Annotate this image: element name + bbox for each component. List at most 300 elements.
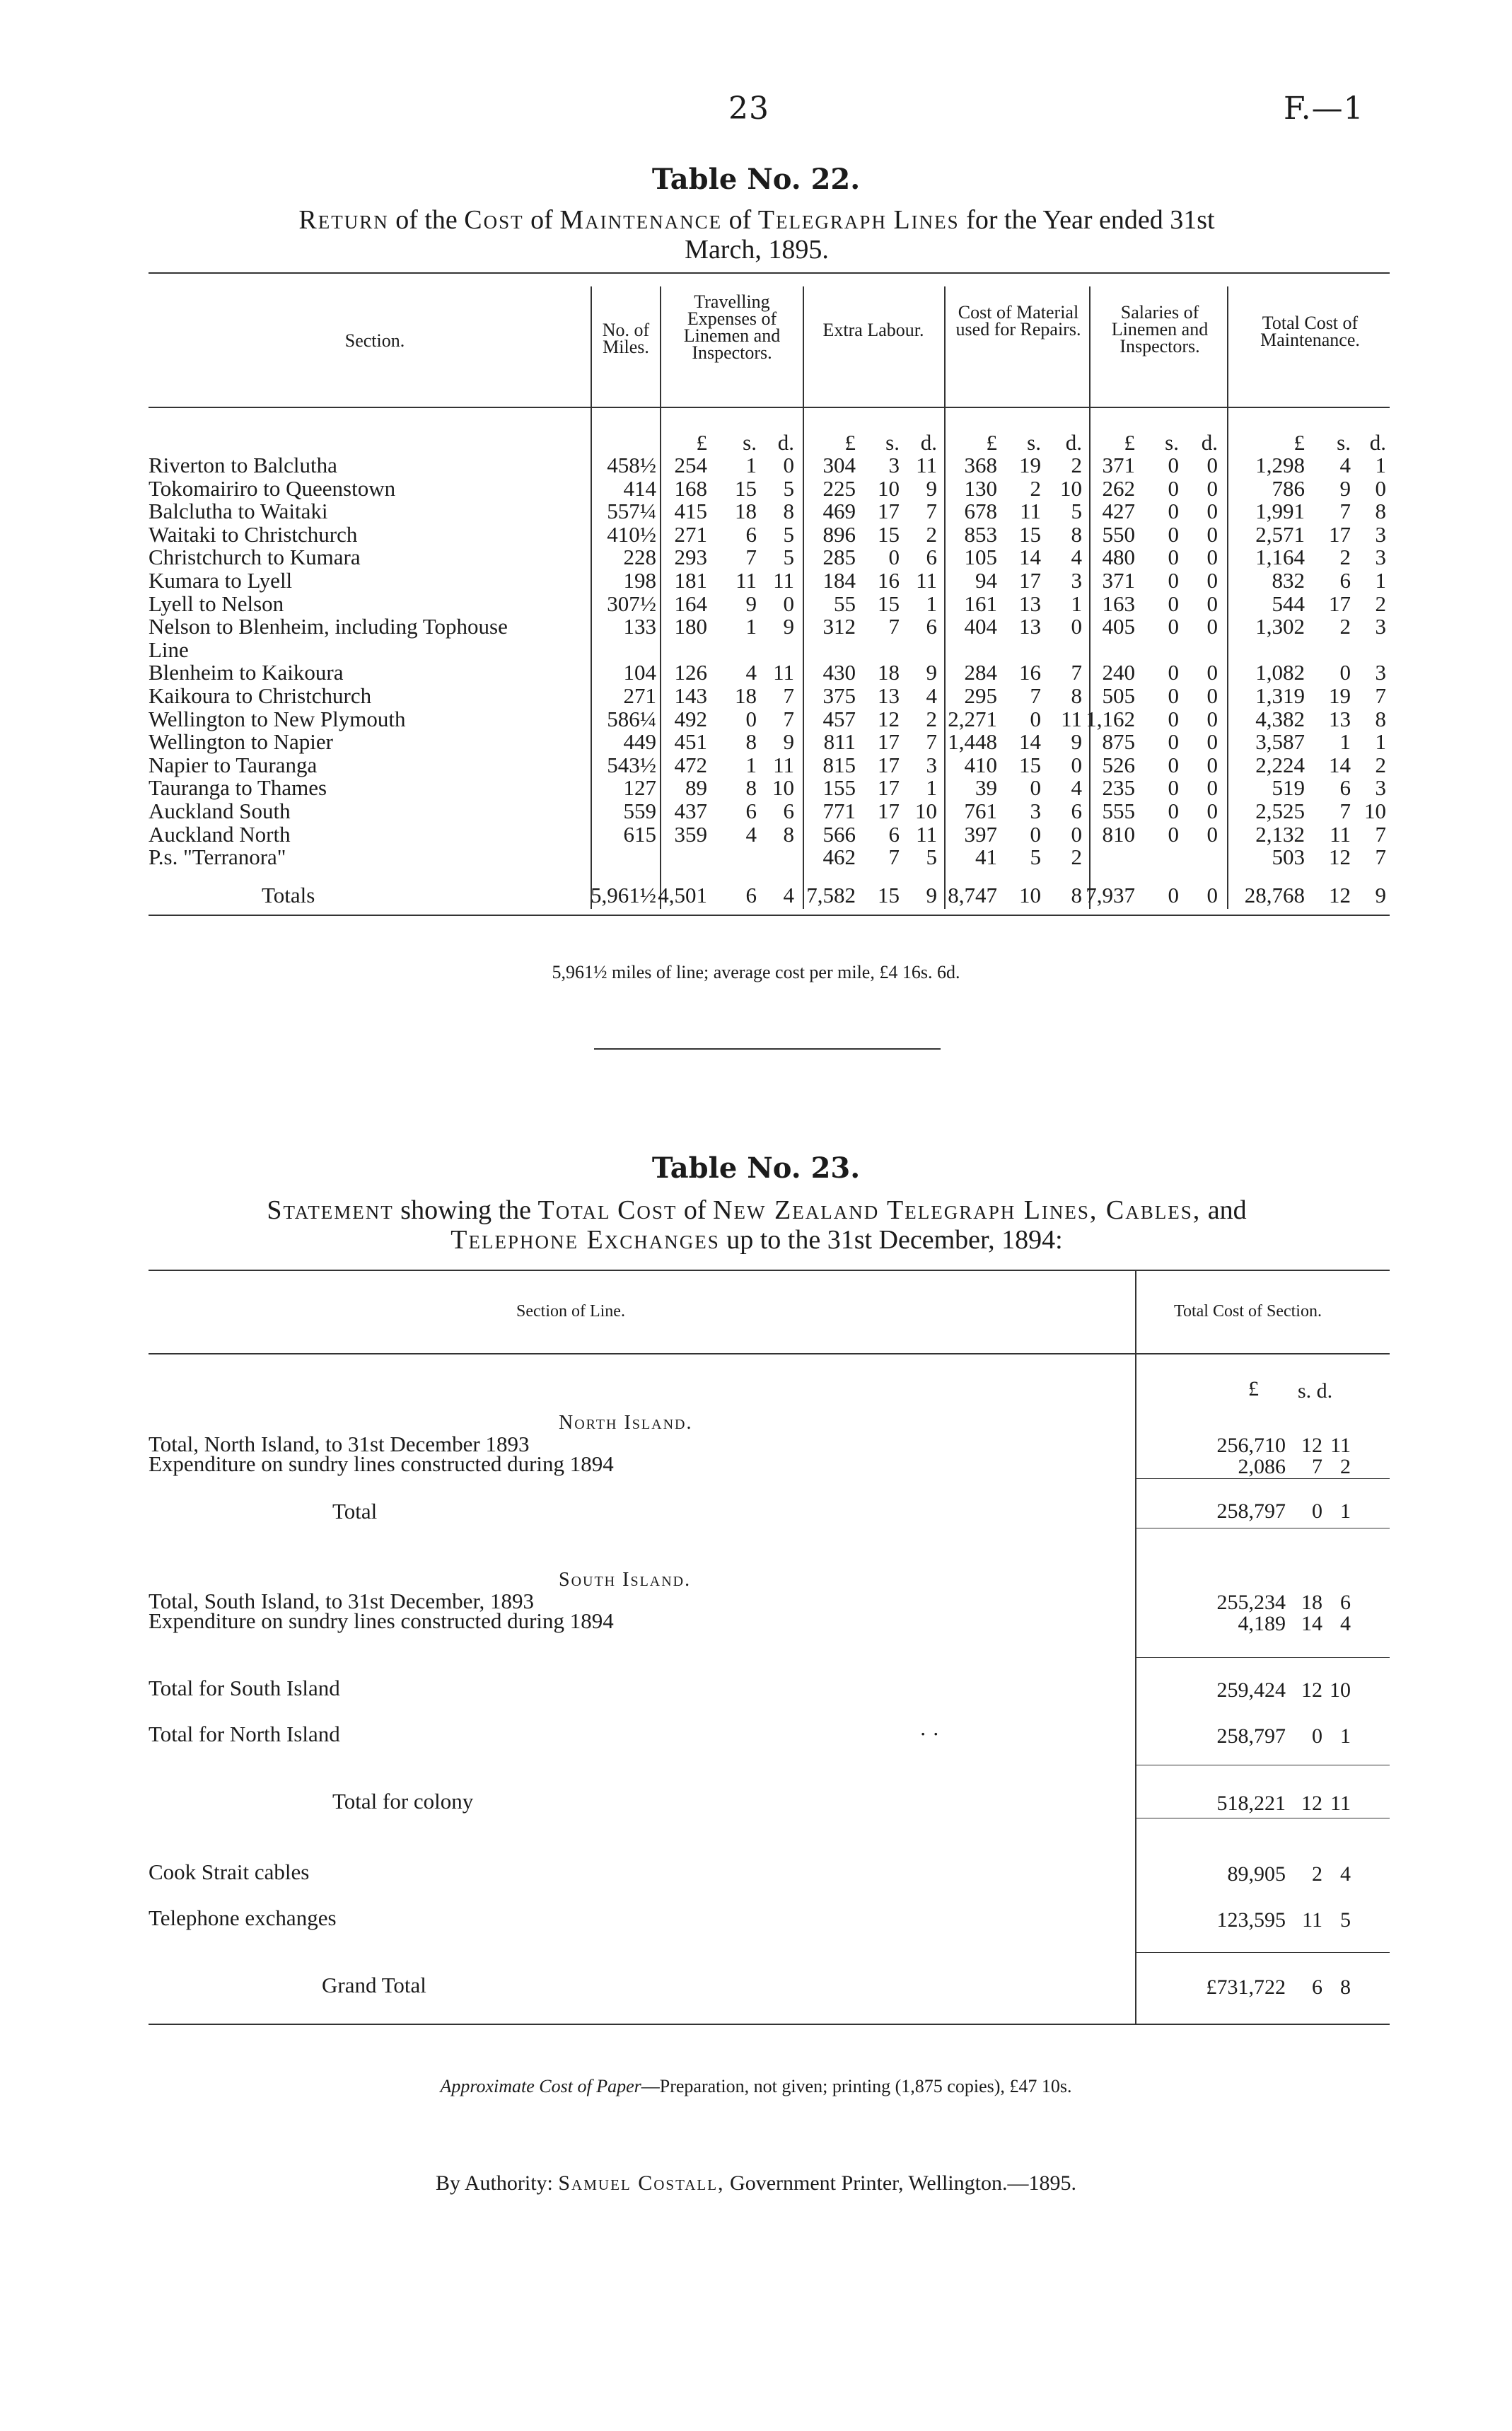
material-shillings: 7	[1030, 683, 1041, 708]
material-pounds: 404	[964, 614, 997, 639]
document-code: F.—1	[1284, 91, 1364, 127]
total-pence: 3	[1375, 660, 1386, 685]
material-pence: 3	[1071, 568, 1082, 593]
travelling-pounds: 472	[674, 752, 707, 777]
stmt-statement: Statement	[267, 1195, 394, 1225]
cook-strait-label: Cook Strait cables	[149, 1859, 310, 1884]
travelling-pounds: 4,501	[658, 883, 707, 907]
extra-labour-pounds: 896	[822, 521, 856, 547]
material-shillings: 16	[1019, 660, 1041, 685]
north-total-val-pounds: 256,710	[1216, 1434, 1286, 1457]
authority-line	[0, 2171, 1512, 2195]
travelling-pence: 8	[783, 499, 794, 524]
stmt-total: Total	[537, 1195, 611, 1225]
extra-labour-pounds: 811	[823, 729, 856, 755]
table22-heading	[92, 205, 1421, 265]
total-shillings: 0	[1339, 660, 1351, 685]
heading-of1: of the	[395, 205, 458, 235]
south-expenditure-line: Expenditure on sundry lines constructed during 1894	[149, 1608, 614, 1633]
salaries-pence: 0	[1206, 591, 1218, 616]
travelling-pounds: 437	[674, 799, 707, 823]
extra-labour-pounds: 225	[822, 475, 856, 501]
north-expenditure-line: Expenditure on sundry lines constructed during 1894	[149, 1451, 614, 1476]
total-pence: 0	[1375, 475, 1386, 501]
table-row	[149, 593, 1390, 615]
salaries-pounds: 555	[1102, 799, 1135, 823]
travelling-pounds: 168	[674, 475, 707, 501]
section-name: Lyell to Nelson	[149, 591, 284, 616]
south-total-line: Total, South Island, to 31st December, 1893	[149, 1589, 535, 1613]
section-separator	[594, 1048, 941, 1050]
material-pounds: 2,271	[948, 706, 997, 731]
grand-val-pence: 8	[1340, 1975, 1351, 1999]
unit-pound: £	[986, 430, 997, 455]
heading-lines: Lines	[893, 205, 960, 235]
telephone-label: Telephone exchanges	[149, 1905, 337, 1930]
total-pence: 3	[1375, 545, 1386, 570]
total-pence: 9	[1375, 883, 1386, 907]
north-total-label: Total	[332, 1499, 378, 1524]
section-name: Kumara to Lyell	[149, 568, 293, 593]
unit-shilling: s.	[743, 430, 757, 455]
total-south-val-pence: 10	[1330, 1678, 1351, 1702]
col-miles-header: No. of Miles.	[602, 320, 650, 357]
heading-telegraph: Telegraph	[757, 205, 887, 235]
travelling-pounds: 180	[674, 614, 707, 639]
section-name: Blenheim to Kaikoura	[149, 660, 344, 685]
extra-labour-shillings: 16	[878, 568, 900, 593]
salaries-shillings: 0	[1168, 752, 1179, 777]
extra-labour-pounds: 375	[822, 683, 856, 708]
section-name: Line	[149, 637, 189, 662]
col-salaries-header: Salaries of Linemen and Inspectors.	[1111, 302, 1209, 356]
table-row	[149, 823, 1390, 846]
salaries-shillings: 0	[1168, 453, 1179, 477]
travelling-pounds: 143	[674, 683, 707, 708]
unit-pound: £	[1124, 430, 1135, 455]
material-pounds: 761	[964, 799, 997, 823]
section-name: Wellington to New Plymouth	[149, 706, 406, 731]
unit-pence: d.	[1065, 430, 1082, 455]
north-exp-val-pounds: 2,086	[1238, 1455, 1286, 1478]
subtotal-rule	[1135, 1952, 1390, 1953]
material-shillings: 13	[1019, 614, 1041, 639]
total-pence: 10	[1364, 799, 1386, 823]
stmt-and: and	[1207, 1195, 1247, 1225]
grand-val-pounds: £731,722	[1206, 1975, 1286, 1999]
salaries-shillings: 0	[1168, 499, 1179, 524]
totals-row	[149, 884, 1390, 907]
travelling-shillings: 0	[745, 706, 757, 731]
subtotal-rule	[1135, 1657, 1390, 1658]
salaries-pence: 0	[1206, 521, 1218, 547]
paper-cost-note	[0, 2076, 1512, 2097]
travelling-pounds: 126	[674, 660, 707, 685]
total-shillings: 17	[1329, 521, 1351, 547]
table-bottom-rule	[149, 915, 1390, 916]
colony-label: Total for colony	[332, 1789, 474, 1814]
material-shillings: 13	[1019, 591, 1041, 616]
south-exp-val-pounds: 4,189	[1238, 1612, 1286, 1635]
material-pence: 9	[1071, 729, 1082, 755]
total-pence: 3	[1375, 521, 1386, 547]
north-exp-val-pence: 2	[1340, 1455, 1351, 1478]
header-rule	[149, 1353, 1390, 1354]
extra-labour-pence: 6	[926, 545, 937, 570]
total-shillings: 14	[1329, 752, 1351, 777]
salaries-pounds: 810	[1102, 821, 1135, 847]
salaries-pounds: 875	[1102, 729, 1135, 755]
phone-val-pence: 5	[1340, 1908, 1351, 1932]
total-pounds: 4,382	[1255, 706, 1305, 731]
total-pence: 7	[1375, 683, 1386, 708]
total-pounds: 2,132	[1255, 821, 1305, 847]
extra-labour-pounds: 462	[822, 845, 856, 870]
salaries-pounds: 240	[1102, 660, 1135, 685]
material-pence: 7	[1071, 660, 1082, 685]
material-pence: 11	[1061, 706, 1082, 731]
colony-val-pence: 11	[1330, 1792, 1351, 1815]
total-pence: 2	[1375, 752, 1386, 777]
material-pence: 2	[1071, 453, 1082, 477]
material-shillings: 14	[1019, 545, 1041, 570]
salaries-pence: 0	[1206, 775, 1218, 801]
travelling-shillings: 4	[745, 821, 757, 847]
salaries-shillings: 0	[1168, 683, 1179, 708]
miles: 410½	[607, 521, 656, 547]
table-top-rule	[149, 1270, 1390, 1271]
extra-labour-pounds: 457	[822, 706, 856, 731]
col-travelling-header: Travelling Expenses of Linemen and Inspectors.	[683, 291, 781, 363]
extra-labour-shillings: 17	[878, 729, 900, 755]
total-pounds: 1,302	[1255, 614, 1305, 639]
extra-labour-pence: 1	[926, 775, 937, 801]
total-pounds: 1,082	[1255, 660, 1305, 685]
material-pence: 4	[1071, 545, 1082, 570]
travelling-pence: 6	[783, 799, 794, 823]
total-north-val-pounds: 258,797	[1216, 1724, 1286, 1748]
col-section-of-line: Section of Line.	[516, 1302, 625, 1321]
total-pence: 7	[1375, 845, 1386, 870]
travelling-pence: 7	[783, 706, 794, 731]
miles: 449	[623, 729, 656, 755]
salaries-pounds: 427	[1102, 499, 1135, 524]
salaries-pence: 0	[1206, 614, 1218, 639]
total-shillings: 17	[1329, 591, 1351, 616]
material-pence: 5	[1071, 499, 1082, 524]
extra-labour-pence: 3	[926, 752, 937, 777]
extra-labour-pence: 5	[926, 845, 937, 870]
extra-labour-shillings: 10	[878, 475, 900, 501]
extra-labour-pence: 7	[926, 499, 937, 524]
total-pence: 1	[1375, 453, 1386, 477]
material-shillings: 11	[1020, 499, 1041, 524]
travelling-pence: 11	[773, 660, 794, 685]
material-pounds: 39	[975, 775, 997, 801]
miles: 307½	[607, 591, 656, 616]
table-row	[149, 500, 1390, 523]
salaries-pounds: 371	[1102, 568, 1135, 593]
extra-labour-pounds: 55	[834, 591, 856, 616]
paper-cost-rest: —Preparation, not given; printing (1,875 copies), £47 10s.	[641, 2076, 1072, 2096]
travelling-pence: 7	[783, 683, 794, 708]
unit-pound: £	[844, 430, 856, 455]
material-shillings: 0	[1030, 775, 1041, 801]
cost-statement-table	[149, 1270, 1390, 2033]
travelling-pence: 5	[783, 521, 794, 547]
extra-labour-pence: 10	[915, 799, 937, 823]
header-rule	[149, 407, 1390, 408]
section-name: Auckland North	[149, 821, 291, 847]
extra-labour-pounds: 469	[822, 499, 856, 524]
extra-labour-pence: 11	[916, 453, 937, 477]
total-south-val-shillings: 12	[1301, 1678, 1322, 1702]
material-pence: 1	[1071, 591, 1082, 616]
unit-pence: d.	[920, 430, 937, 455]
total-shillings: 2	[1339, 614, 1351, 639]
travelling-shillings: 18	[735, 683, 757, 708]
col-total-header: Total Cost of Maintenance.	[1260, 313, 1360, 350]
travelling-shillings: 1	[745, 453, 757, 477]
travelling-shillings: 8	[745, 775, 757, 801]
material-pounds: 130	[964, 475, 997, 501]
salaries-pounds: 262	[1102, 475, 1135, 501]
salaries-pence: 0	[1206, 752, 1218, 777]
table-row	[149, 800, 1390, 823]
total-shillings: 12	[1329, 845, 1351, 870]
col-section-header: Section.	[344, 330, 405, 351]
total-pounds: 28,768	[1244, 883, 1305, 907]
material-shillings: 19	[1019, 453, 1041, 477]
unit-shilling: s.	[1165, 430, 1179, 455]
north-sum-val-pounds: 258,797	[1216, 1499, 1286, 1523]
table-top-rule	[149, 272, 1390, 274]
miles: 557¼	[607, 499, 656, 524]
south-exp-val-shillings: 14	[1301, 1612, 1322, 1635]
extra-labour-pence: 4	[926, 683, 937, 708]
material-pounds: 94	[975, 568, 997, 593]
phone-val-pounds: 123,595	[1216, 1908, 1286, 1932]
salaries-pence: 0	[1206, 706, 1218, 731]
salaries-shillings: 0	[1168, 706, 1179, 731]
salaries-pounds: 505	[1102, 683, 1135, 708]
unit-pence: d.	[1201, 430, 1218, 455]
material-pence: 6	[1071, 799, 1082, 823]
material-shillings: 10	[1019, 883, 1041, 907]
total-north-label: Total for North Island	[149, 1722, 340, 1746]
extra-labour-pounds: 566	[822, 821, 856, 847]
authority-name: Samuel Costall,	[558, 2171, 725, 2195]
extra-labour-pence: 2	[926, 521, 937, 547]
material-pounds: 397	[964, 821, 997, 847]
material-shillings: 3	[1030, 799, 1041, 823]
total-south-label: Total for South Island	[149, 1676, 340, 1700]
section-name: Waitaki to Christchurch	[149, 521, 358, 547]
miles: 127	[623, 775, 656, 801]
salaries-shillings: 0	[1168, 475, 1179, 501]
total-pounds: 503	[1272, 845, 1305, 870]
extra-labour-shillings: 6	[888, 821, 900, 847]
miles: 543½	[607, 752, 656, 777]
travelling-pence: 11	[773, 568, 794, 593]
salaries-shillings: 0	[1168, 591, 1179, 616]
material-pounds: 1,448	[948, 729, 997, 755]
table-row	[149, 454, 1390, 477]
extra-labour-shillings: 7	[888, 614, 900, 639]
salaries-pence: 0	[1206, 568, 1218, 593]
leader-dots: · ·	[919, 1722, 940, 1746]
section-name: Napier to Tauranga	[149, 752, 318, 777]
extra-labour-pounds: 285	[822, 545, 856, 570]
travelling-pounds: 181	[674, 568, 707, 593]
total-pounds: 544	[1272, 591, 1305, 616]
total-pence: 3	[1375, 614, 1386, 639]
material-pounds: 41	[975, 845, 997, 870]
total-pence: 1	[1375, 568, 1386, 593]
material-shillings: 2	[1030, 475, 1041, 501]
material-pence: 8	[1071, 521, 1082, 547]
salaries-pence: 0	[1206, 883, 1218, 907]
travelling-pence: 9	[783, 614, 794, 639]
salaries-pence: 0	[1206, 821, 1218, 847]
total-pounds: 1,164	[1255, 545, 1305, 570]
salaries-shillings: 0	[1168, 545, 1179, 570]
heading-maintenance: Maintenance	[559, 205, 723, 235]
extra-labour-pence: 1	[926, 591, 937, 616]
travelling-pence: 9	[783, 729, 794, 755]
extra-labour-pounds: 7,582	[806, 883, 856, 907]
cook-val-pence: 4	[1340, 1862, 1351, 1886]
material-pounds: 8,747	[948, 883, 997, 907]
unit-pence: d.	[777, 430, 794, 455]
travelling-pence: 11	[773, 752, 794, 777]
south-total-val-pence: 6	[1340, 1591, 1351, 1614]
north-island-heading: North Island.	[559, 1412, 693, 1434]
table-row	[149, 708, 1390, 731]
stmt-rest: up to the 31st December, 1894:	[726, 1225, 1063, 1255]
section-name: Christchurch to Kumara	[149, 545, 361, 570]
extra-labour-shillings: 0	[888, 545, 900, 570]
table-row	[149, 569, 1390, 592]
totals-label: Totals	[262, 883, 315, 907]
south-total-val-shillings: 18	[1301, 1591, 1322, 1614]
material-shillings: 5	[1030, 845, 1041, 870]
heading-of2: of	[530, 205, 553, 235]
cook-val-shillings: 2	[1312, 1862, 1322, 1886]
extra-labour-pence: 11	[916, 821, 937, 847]
travelling-pounds: 415	[674, 499, 707, 524]
total-shillings: 11	[1330, 821, 1351, 847]
travelling-pounds: 451	[674, 729, 707, 755]
phone-val-shillings: 11	[1302, 1908, 1322, 1932]
col-total-cost-section: Total Cost of Section.	[1174, 1302, 1322, 1321]
col-extra-header: Extra Labour.	[822, 320, 924, 340]
salaries-pounds: 526	[1102, 752, 1135, 777]
salaries-shillings: 0	[1168, 883, 1179, 907]
extra-labour-shillings: 15	[878, 521, 900, 547]
salaries-pence: 0	[1206, 660, 1218, 685]
total-pounds: 2,224	[1255, 752, 1305, 777]
extra-labour-shillings: 15	[878, 883, 900, 907]
travelling-pence: 4	[783, 883, 794, 907]
total-shillings: 6	[1339, 775, 1351, 801]
north-total-line: Total, North Island, to 31st December 1893	[149, 1432, 530, 1456]
heading-of3: of	[728, 205, 752, 235]
table23-heading	[92, 1195, 1421, 1255]
extra-labour-pence: 11	[916, 568, 937, 593]
extra-labour-shillings: 15	[878, 591, 900, 616]
total-pounds: 1,319	[1255, 683, 1305, 708]
total-north-val-pence: 1	[1340, 1724, 1351, 1748]
material-pounds: 284	[964, 660, 997, 685]
travelling-pence: 8	[783, 821, 794, 847]
unit-pence: d.	[1369, 430, 1386, 455]
miles: 271	[623, 683, 656, 708]
extra-labour-shillings: 3	[888, 453, 900, 477]
table-row	[149, 846, 1390, 869]
material-pounds: 161	[964, 591, 997, 616]
heading-line2: March, 1895.	[685, 235, 829, 265]
total-pounds: 3,587	[1255, 729, 1305, 755]
table-row	[149, 639, 1390, 661]
extra-labour-pounds: 815	[822, 752, 856, 777]
miles: 104	[623, 660, 656, 685]
table23-title: Table No. 23.	[651, 1151, 861, 1185]
colony-val-shillings: 12	[1301, 1792, 1322, 1815]
material-pence: 8	[1071, 683, 1082, 708]
table-row	[149, 523, 1390, 546]
section-name: Auckland South	[149, 799, 291, 823]
salaries-shillings: 0	[1168, 614, 1179, 639]
section-name: P.s. "Terranora"	[149, 845, 286, 870]
section-name: Tauranga to Thames	[149, 775, 327, 801]
extra-labour-shillings: 17	[878, 799, 900, 823]
travelling-shillings: 9	[745, 591, 757, 616]
total-pounds: 786	[1272, 475, 1305, 501]
salaries-pounds: 7,937	[1086, 883, 1135, 907]
north-total-val-shillings: 12	[1301, 1434, 1322, 1457]
extra-labour-shillings: 17	[878, 775, 900, 801]
travelling-shillings: 8	[745, 729, 757, 755]
travelling-pounds: 492	[674, 706, 707, 731]
total-pounds: 2,571	[1255, 521, 1305, 547]
extra-labour-shillings: 17	[878, 499, 900, 524]
material-shillings: 0	[1030, 821, 1041, 847]
extra-labour-pounds: 312	[822, 614, 856, 639]
salaries-shillings: 0	[1168, 729, 1179, 755]
section-name: Balclutha to Waitaki	[149, 499, 328, 524]
grand-total-label: Grand Total	[322, 1973, 426, 1997]
material-pence: 2	[1071, 845, 1082, 870]
material-shillings: 14	[1019, 729, 1041, 755]
material-pence: 10	[1060, 475, 1082, 501]
total-south-val-pounds: 259,424	[1216, 1678, 1286, 1702]
travelling-shillings: 6	[745, 799, 757, 823]
travelling-pence: 5	[783, 475, 794, 501]
material-pence: 0	[1071, 821, 1082, 847]
heading-return: Return	[298, 205, 389, 235]
extra-labour-pence: 9	[926, 660, 937, 685]
page-number: 23	[728, 91, 769, 127]
total-shillings: 1	[1339, 729, 1351, 755]
total-pounds: 1,991	[1255, 499, 1305, 524]
stmt-nz: New Zealand Telegraph Lines, Cables,	[713, 1195, 1202, 1225]
extra-labour-pence: 2	[926, 706, 937, 731]
total-north-val-shillings: 0	[1312, 1724, 1322, 1748]
miles: 559	[623, 799, 656, 823]
grand-val-shillings: 6	[1312, 1975, 1322, 1999]
miles: 615	[623, 821, 656, 847]
